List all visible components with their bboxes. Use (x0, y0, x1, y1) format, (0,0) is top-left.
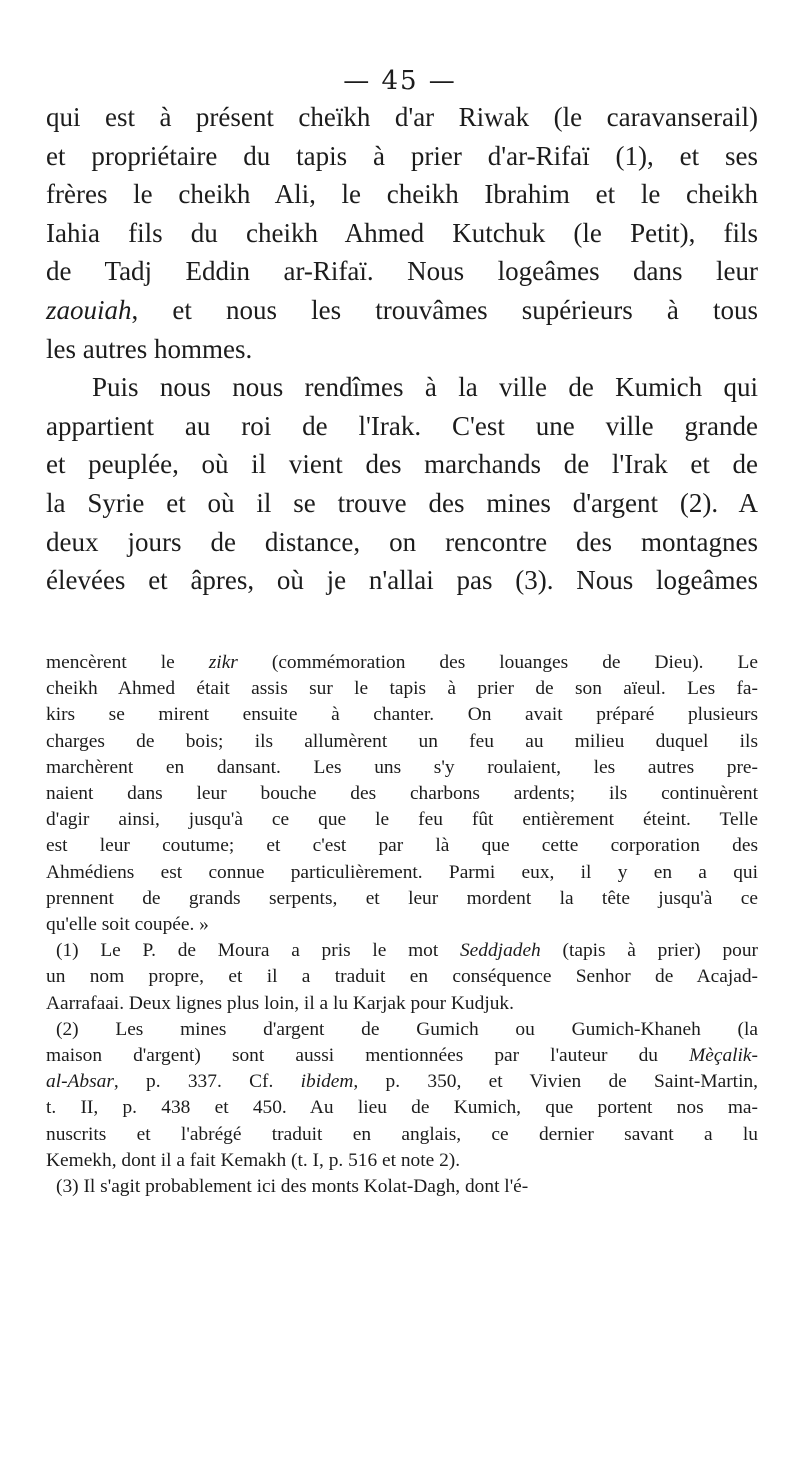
footnote-2: (2) Les mines d'argent de Gumich ou Gumich-Khaneh (la (56, 1018, 758, 1040)
footnotes (46, 650, 758, 1200)
main-line: appartient au roi de l'Irak. C'est une ville grande (46, 410, 758, 441)
note-line: Kemekh, dont il a fait Kemakh (t. I, p. 516 et note 2). (46, 1149, 461, 1171)
note-line: maison d'argent) sont aussi mentionnées par l'auteur du Mèçalik- (46, 1045, 758, 1067)
main-line: la Syrie et où il se trouve des mines d'argent (2). A (46, 487, 758, 518)
note-line: d'agir ainsi, jusqu'à ce que le feu fût entièrement éteint. Telle (46, 809, 758, 831)
note-line: Ahmédiens est connue particulièrement. Parmi eux, il y en a qui (46, 861, 758, 883)
main-line: Iahia fils du cheikh Ahmed Kutchuk (le Petit), fils (46, 217, 758, 248)
note-line: al-Absar, p. 337. Cf. ibidem, p. 350, et Vivien de Saint-Martin, (46, 1071, 759, 1093)
footnote-3: (3) Il s'agit probablement ici des monts Kolat-Dagh, dont l'é- (56, 1176, 529, 1198)
page-number: — 45 — (343, 66, 457, 96)
main-text (46, 98, 758, 600)
note-line: est leur coutume; et c'est par là que cette corporation des (46, 835, 758, 857)
note-line: nuscrits et l'abrégé traduit en anglais, ce dernier savant a lu (46, 1123, 758, 1145)
note-line: qu'elle soit coupée. » (46, 914, 209, 936)
main-line: Puis nous nous rendîmes à la ville de Kumich qui (92, 372, 758, 403)
note-line: mencèrent le zikr (commémoration des louanges de Dieu). Le (46, 652, 758, 673)
footnote-1: (1) Le P. de Moura a pris le mot Seddjadeh (tapis à prier) pour (56, 940, 758, 962)
main-line: frères le cheikh Ali, le cheikh Ibrahim et le cheikh (46, 179, 758, 210)
main-line: qui est à présent cheïkh d'ar Riwak (le caravanserail) (46, 102, 758, 132)
note-line: cheikh Ahmed était assis sur le tapis à prier de son aïeul. Les fa- (46, 678, 758, 700)
main-line: zaouiah, et nous les trouvâmes supérieurs à tous (46, 294, 758, 325)
note-line: kirs se mirent ensuite à chanter. On avait préparé plusieurs (46, 704, 758, 726)
note-line: marchèrent en dansant. Les uns s'y roulaient, les autres pre- (46, 756, 758, 778)
note-line: prennent de grands serpents, et leur mordent la tête jusqu'à ce (46, 887, 758, 909)
main-line: les autres hommes. (46, 333, 253, 364)
main-line: deux jours de distance, on rencontre des montagnes (46, 526, 758, 557)
note-line: naient dans leur bouche des charbons ardents; ils continuèrent (46, 783, 758, 805)
main-line: élevées et âpres, où je n'allai pas (3). Nous logeâmes (46, 565, 758, 596)
note-line: t. II, p. 438 et 450. Au lieu de Kumich, que portent nos ma- (46, 1097, 758, 1119)
main-line: et propriétaire du tapis à prier d'ar-Rifaï (1), et ses (46, 140, 758, 171)
note-line: un nom propre, et il a traduit en conséquence Senhor de Acajad- (46, 966, 758, 988)
note-line: Aarrafaai. Deux lignes plus loin, il a lu Karjak pour Kudjuk. (46, 992, 514, 1014)
main-line: de Tadj Eddin ar-Rifaï. Nous logeâmes dans leur (46, 256, 758, 287)
main-line: et peuplée, où il vient des marchands de l'Irak et de (46, 449, 758, 480)
note-line: charges de bois; ils allumèrent un feu au milieu duquel ils (46, 730, 758, 752)
